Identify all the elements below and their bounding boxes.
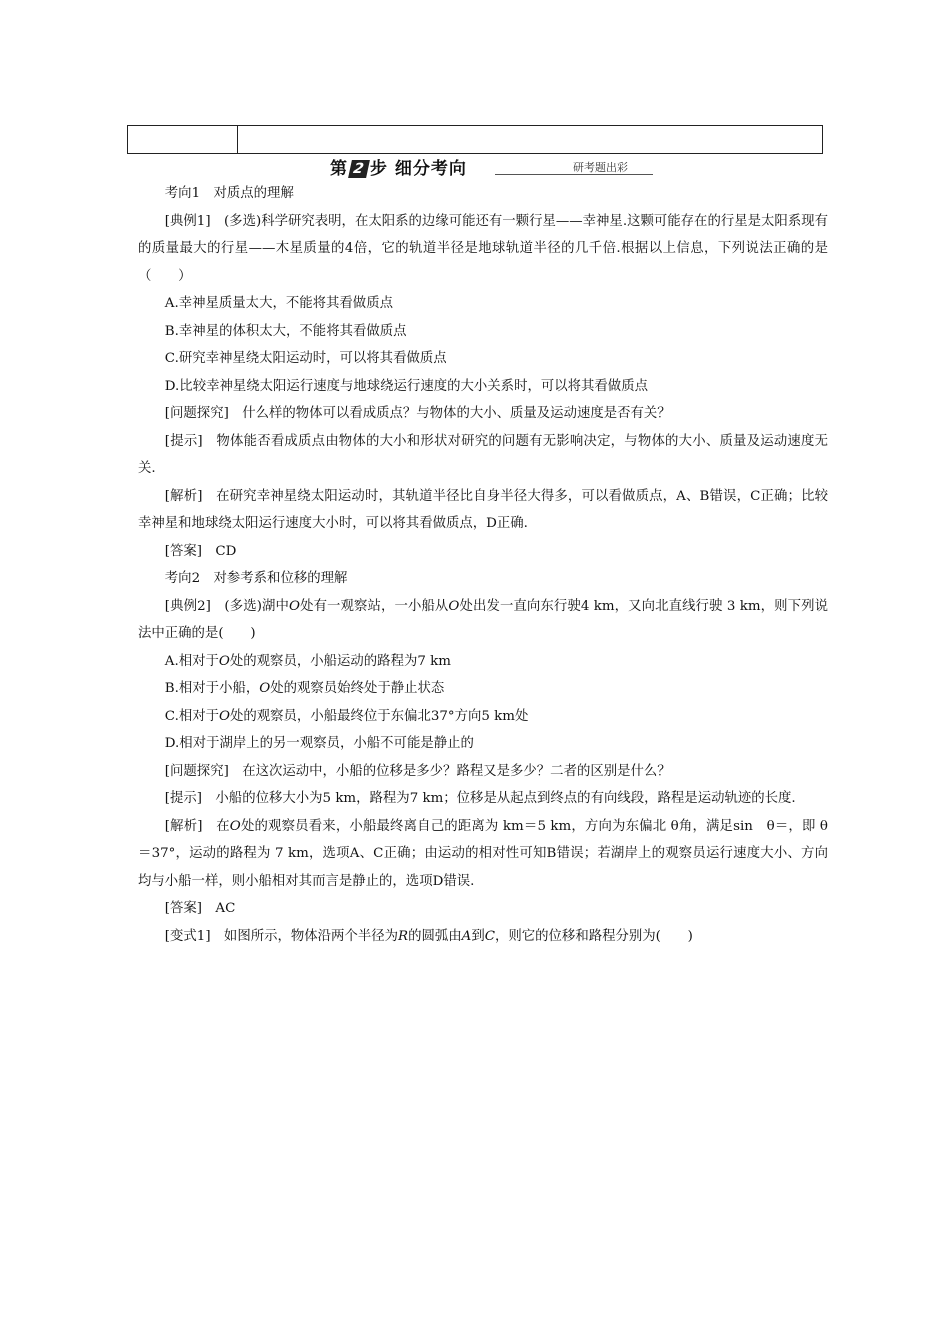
q2-option-c: C.相对于O处的观察员，小船最终位于东偏北37°方向5 km处 <box>164 708 529 724</box>
q1-answer: [答案] CD <box>164 543 237 559</box>
q2-answer: [答案] AC <box>164 901 236 916</box>
step-title: 步 细分考向 <box>370 159 467 179</box>
q1-example: [典例1] (多选)科学研究表明，在太阳系的边缘可能还有一颗行星——幸神星.这颗可能存在的行星是太阳系现有的质量最大的行星——木星质量的4倍，它的轨道半径是地球轨道半径的几千倍.根据以上信息，下列说法正确的是（ ） <box>138 213 828 284</box>
q2-heading: 考向2 对参考系和位移的理解 <box>164 571 348 586</box>
q1-hint: [提示] 物体能否看成质点由物体的大小和形状对研究的问题有无影响决定，与物体的大小、质量及运动速度无关. <box>138 433 828 476</box>
q2-option-a: A.相对于O处的观察员，小船运动的路程为7 km <box>164 653 451 669</box>
q1-explore: [问题探究] 什么样的物体可以看成质点？与物体的大小、质量及运动速度是否有关？ <box>164 406 671 421</box>
q2-option-d: D.相对于湖岸上的另一观察员，小船不可能是静止的 <box>164 736 474 751</box>
document-body <box>138 180 828 950</box>
section-title <box>330 154 467 179</box>
q2-hint: [提示] 小船的位移大小为5 km，路程为7 km；位移是从起点到终点的有向线段，路程是运动轨迹的长度. <box>164 791 796 806</box>
q2-explore: [问题探究] 在这次运动中，小船的位移是多少？路程又是多少？二者的区别是什么？ <box>164 763 671 779</box>
q1-option-c: C.研究幸神星绕太阳运动时，可以将其看做质点 <box>164 351 447 366</box>
section-underline <box>495 174 653 175</box>
variant1-question: [变式1] 如图所示，物体沿两个半径为R的圆弧由A到C，则它的位移和路程分别为( ) <box>164 928 693 944</box>
q1-option-b: B.幸神星的体积太大，不能将其看做质点 <box>164 323 407 339</box>
table-cell-divider <box>237 126 238 153</box>
q2-example: [典例2] (多选)湖中O处有一观察站，一小船从O处出发一直向东行驶4 km，又向北直线行驶 3 km，则下列说法中正确的是( ) <box>138 598 828 641</box>
q2-option-b: B.相对于小船，O处的观察员始终处于静止状态 <box>164 681 445 696</box>
table-strip <box>127 125 823 154</box>
step-number-badge: 2 <box>348 160 370 178</box>
q1-heading: 考向1 对质点的理解 <box>164 186 294 201</box>
q2-analysis: [解析] 在O处的观察员看来，小船最终离自己的距离为 km＝5 km，方向为东偏北 θ角，满足sin θ＝，即 θ＝37°，运动的路程为 7 km，选项A、C正确；由运动的相对性可知B错误；若湖岸上的观察员运行速度大小、方向均与小船一样，则小船相对其而言是静止的，选项D错误. <box>138 818 828 889</box>
section-header <box>330 154 660 180</box>
section-subtitle: 研考题出彩 <box>573 161 628 174</box>
q1-option-a: A.幸神星质量太大，不能将其看做质点 <box>164 296 393 311</box>
q1-analysis: [解析] 在研究幸神星绕太阳运动时，其轨道半径比自身半径大得多，可以看做质点，A、B错误，C正确；比较幸神星和地球绕太阳运行速度大小时，可以将其看做质点，D正确. <box>138 488 828 531</box>
step-prefix: 第 <box>330 159 348 179</box>
q1-option-d: D.比较幸神星绕太阳运行速度与地球绕运行速度的大小关系时，可以将其看做质点 <box>164 378 648 394</box>
